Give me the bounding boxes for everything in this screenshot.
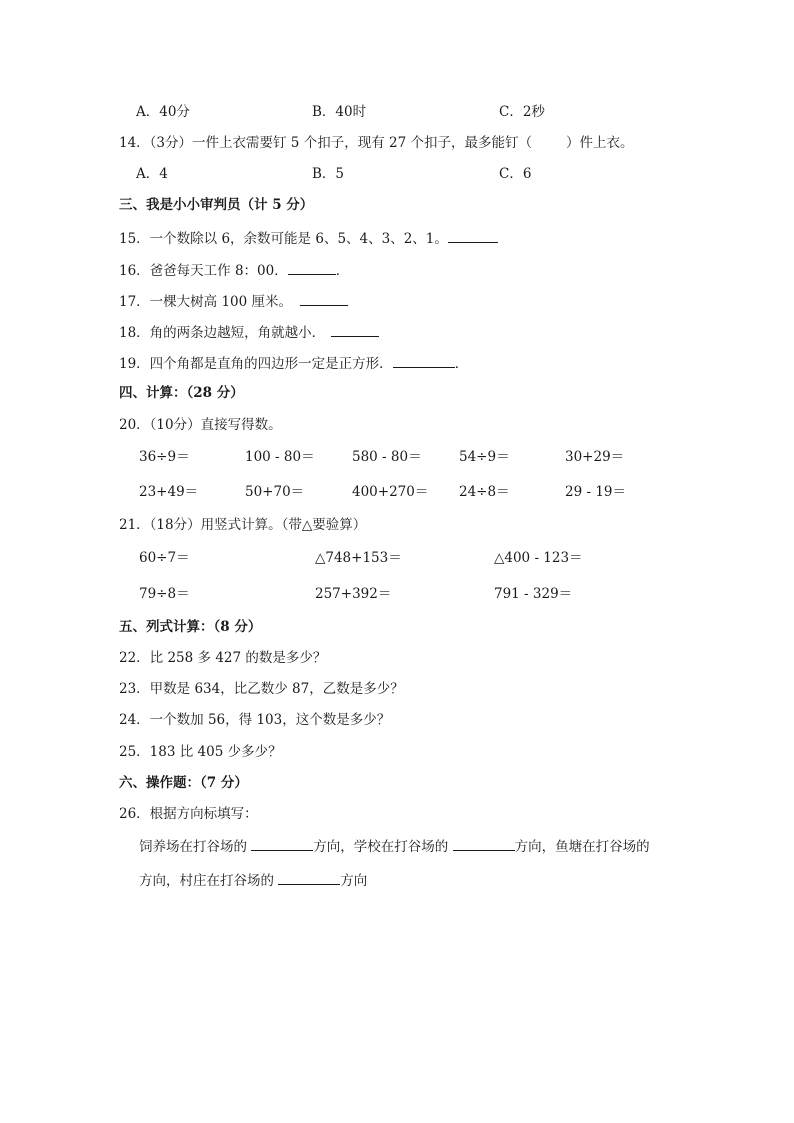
q17-text: 17．一棵大树高 100 厘米。: [119, 294, 293, 310]
q14-option-c: C．6: [499, 166, 532, 182]
question-17: [119, 292, 348, 311]
q21-expr: 791 - 329＝: [494, 586, 573, 602]
q20-expr: 24÷8＝: [459, 484, 510, 500]
q26-l1-a: 饲养场在打谷场的: [139, 839, 252, 855]
q13-option-c: C．2秒: [499, 104, 545, 120]
q26-l1-c: 方向，鱼塘在打谷场的: [514, 839, 650, 855]
question-19: [119, 354, 468, 373]
answer-blank[interactable]: [448, 229, 498, 243]
q26-line-1: [139, 837, 650, 856]
q26-l2-a: 方向，村庄在打谷场的: [139, 873, 279, 889]
q20-expr: 29 - 19＝: [565, 484, 627, 500]
question-14: [119, 134, 633, 152]
answer-blank[interactable]: [300, 292, 348, 306]
q14-text-before: 14．（3分）一件上衣需要钉 5 个扣子，现有 27 个扣子，最多能钉（: [119, 135, 532, 151]
q14-option-b: B．5: [312, 166, 345, 182]
question-15: [119, 229, 498, 248]
question-16: [119, 261, 349, 280]
section-4-title: 四、计算：（28 分）: [119, 385, 244, 401]
q13-option-b: B．40时: [312, 104, 367, 120]
question-18: [119, 323, 379, 342]
answer-blank[interactable]: [453, 837, 515, 851]
q19-end: ．: [454, 356, 469, 372]
q21-expr: 257+392＝: [315, 586, 392, 602]
q26-line-2: [139, 871, 367, 890]
q26-l2-b: 方向: [340, 873, 368, 889]
q16-text: 16．爸爸每天工作 8：00．: [119, 263, 288, 279]
q20-expr: 100 - 80＝: [245, 449, 315, 465]
q15-text: 15．一个数除以 6，余数可能是 6、5、4、3、2、1。: [119, 231, 448, 247]
q21-expr: 79÷8＝: [139, 586, 190, 602]
q14-option-a: A．4: [136, 166, 168, 182]
q20-expr: 36÷9＝: [139, 449, 190, 465]
section-3-title: 三、我是小小审判员（计 5 分）: [119, 197, 314, 213]
answer-blank[interactable]: [393, 354, 455, 368]
q26-l1-b: 方向，学校在打谷场的: [313, 839, 453, 855]
q18-text: 18．角的两条边越短，角就越小．: [119, 325, 326, 341]
q20-expr: 580 - 80＝: [352, 449, 422, 465]
question-22: 22．比 258 多 427 的数是多少？: [119, 650, 327, 666]
question-21: 21．（18分）用竖式计算。（带△要验算）: [119, 517, 367, 533]
q16-end: ．: [335, 263, 350, 279]
answer-blank[interactable]: [278, 871, 340, 885]
section-6-title: 六、操作题：（7 分）: [119, 775, 248, 791]
answer-blank[interactable]: [331, 323, 379, 337]
q13-option-a: A．40分: [136, 104, 190, 120]
q19-text: 19．四个角都是直角的四边形一定是正方形．: [119, 356, 393, 372]
question-26: 26．根据方向标填写：: [119, 806, 258, 822]
q20-expr: 50+70＝: [245, 484, 305, 500]
q20-expr: 23+49＝: [139, 484, 199, 500]
q21-expr: △748+153＝: [315, 550, 402, 566]
q20-expr: 54÷9＝: [459, 449, 510, 465]
question-20: 20．（10分）直接写得数。: [119, 417, 282, 433]
q21-expr: 60÷7＝: [139, 550, 190, 566]
question-25: 25．183 比 405 少多少？: [119, 744, 282, 760]
question-23: 23．甲数是 634，比乙数少 87，乙数是多少？: [119, 681, 404, 697]
q20-expr: 30+29＝: [565, 449, 625, 465]
answer-blank[interactable]: [288, 261, 336, 275]
answer-blank[interactable]: [251, 837, 313, 851]
section-5-title: 五、列式计算：（8 分）: [119, 619, 262, 635]
q21-expr: △400 - 123＝: [494, 550, 583, 566]
q14-text-after: ）件上衣。: [565, 135, 634, 151]
q20-expr: 400+270＝: [352, 484, 429, 500]
question-24: 24．一个数加 56，得 103，这个数是多少？: [119, 712, 391, 728]
